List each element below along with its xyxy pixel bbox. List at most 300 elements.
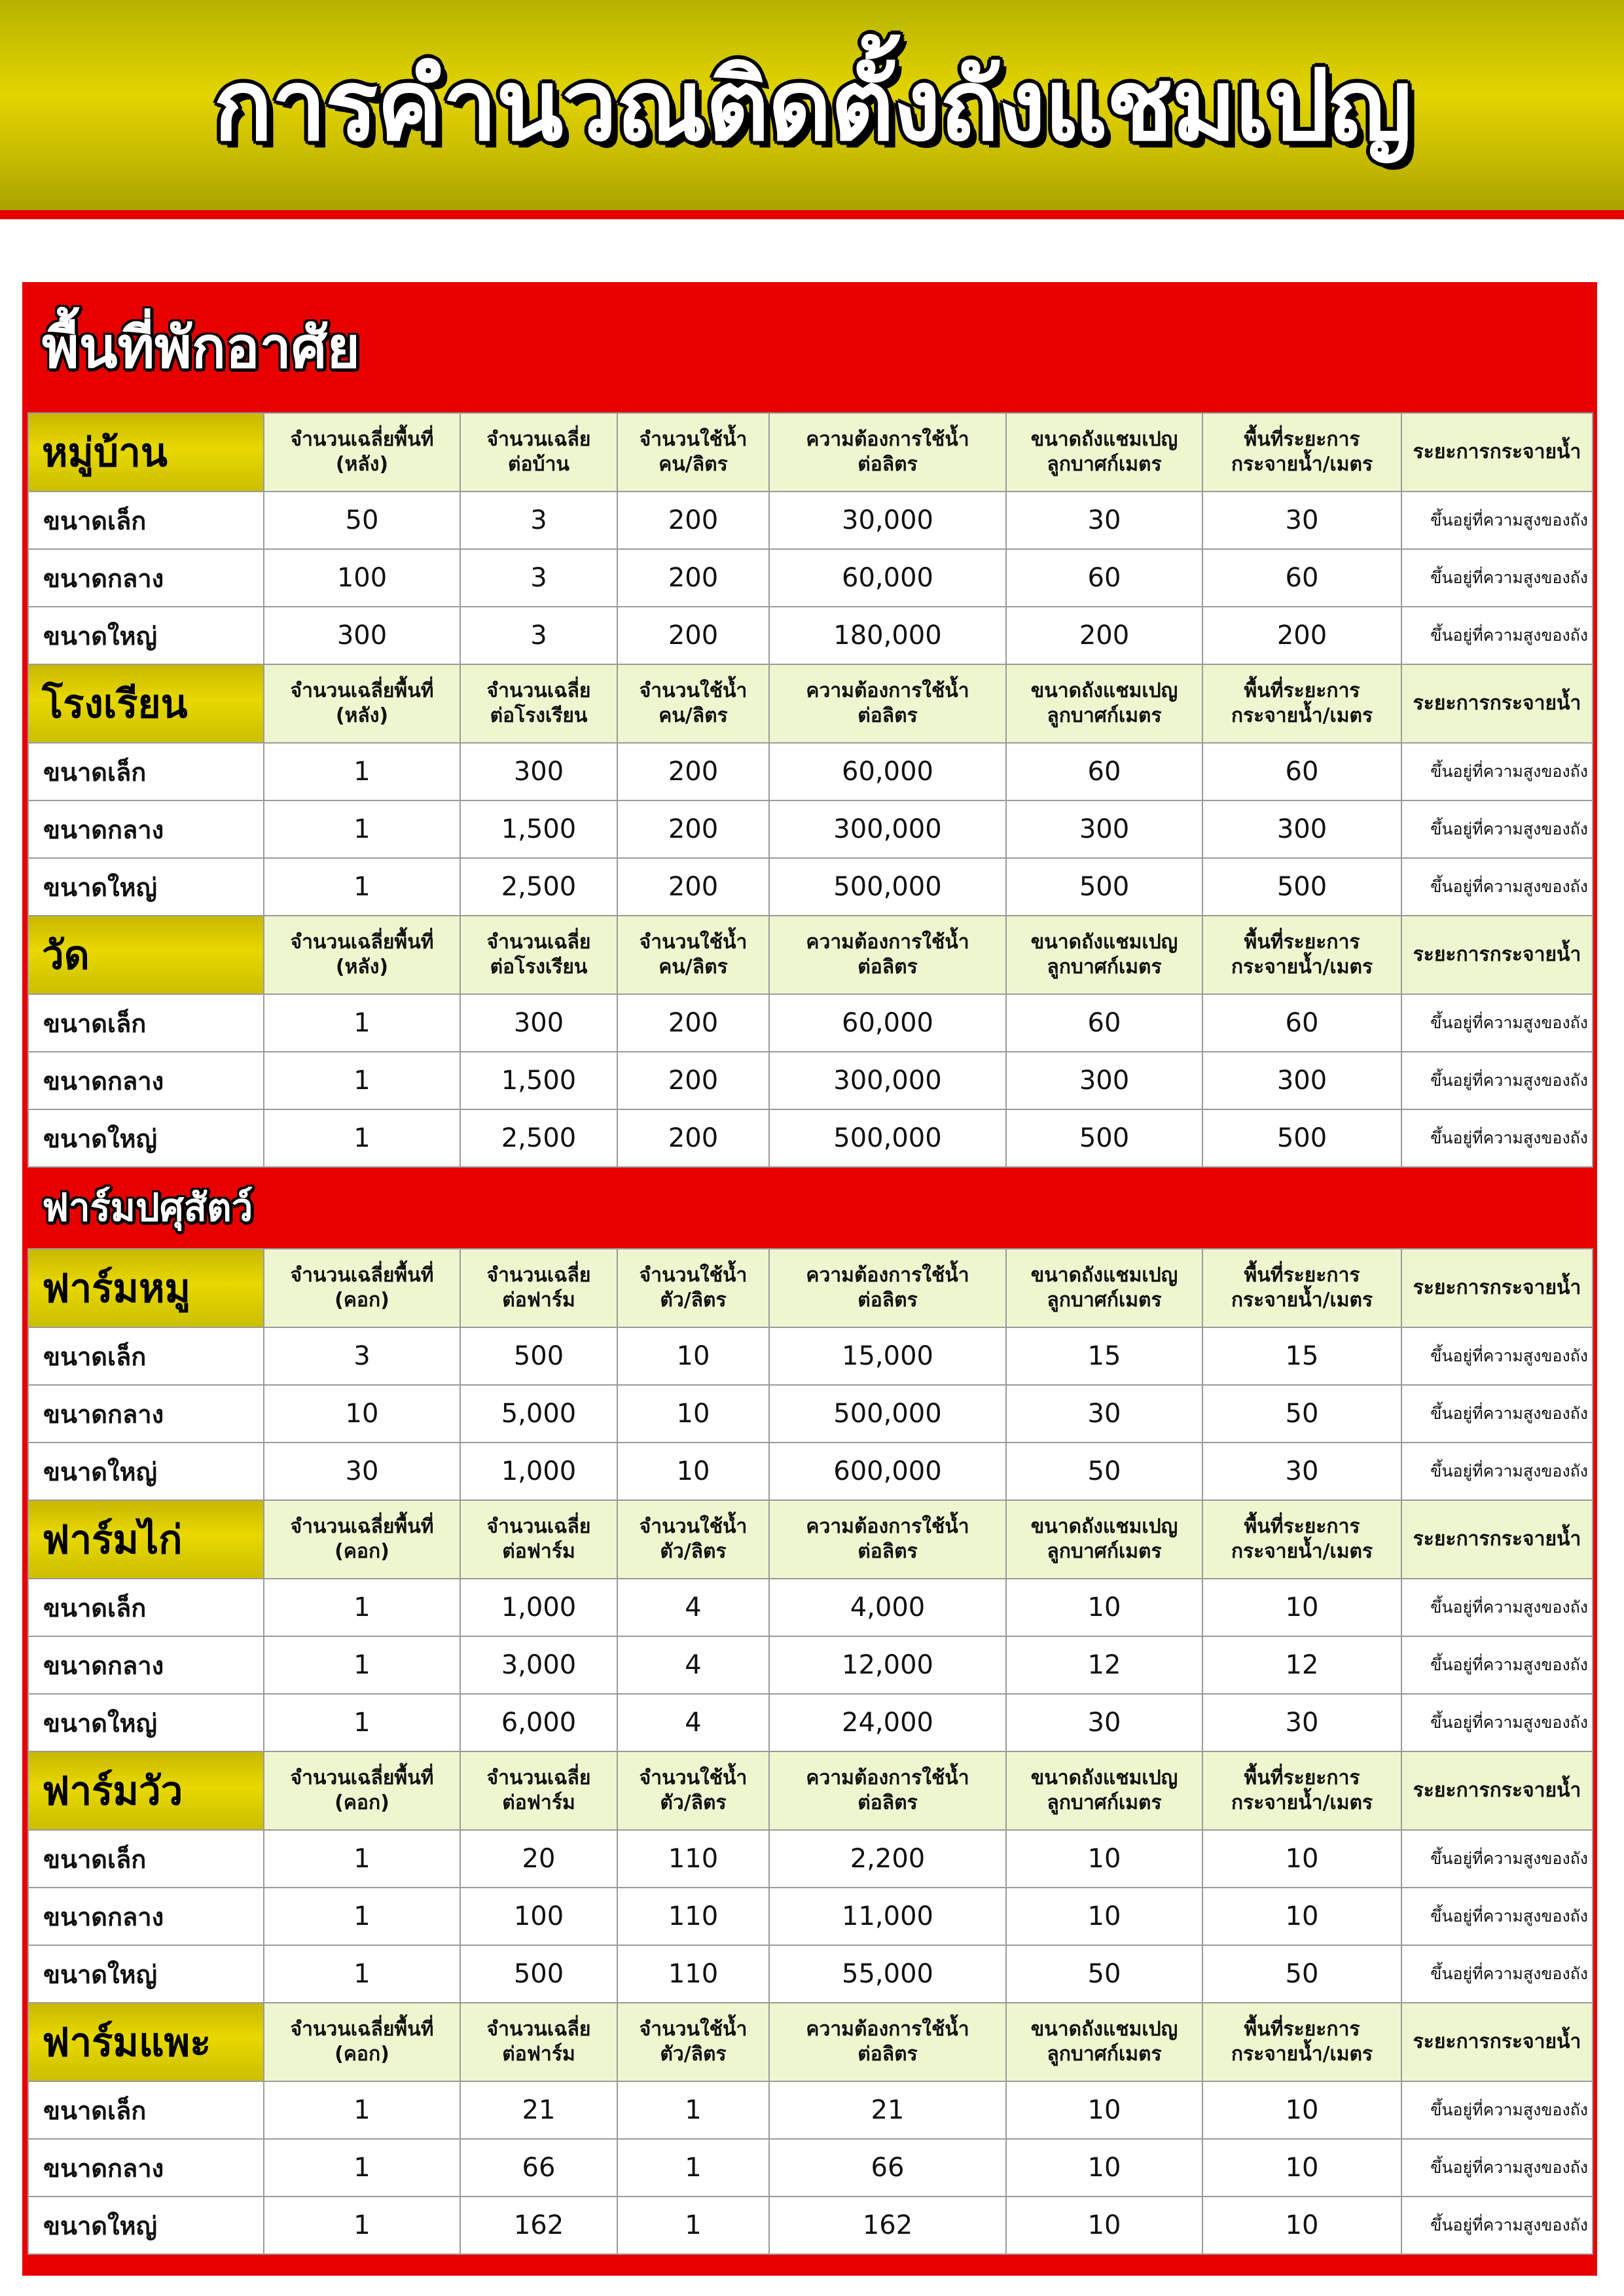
table-cell: 500,000 [769, 1385, 1006, 1443]
column-header-line: พื้นที่ระยะการ [1244, 931, 1360, 954]
column-header [617, 664, 769, 743]
table-cell: 60 [1006, 743, 1202, 800]
column-header-line: ลูกบาศก์เมตร [1047, 956, 1162, 978]
table-cell: 200 [1202, 607, 1401, 664]
table-cell: 12 [1202, 1636, 1401, 1694]
column-header-line: จำนวนเฉลี่ยพื้นที่ [290, 931, 434, 954]
group-name: หมู่บ้าน [28, 413, 264, 492]
table-cell: 11,000 [769, 1888, 1006, 1945]
table-cell: 30 [1202, 1443, 1401, 1500]
table-row [28, 1327, 1593, 1385]
table-cell: 200 [617, 1109, 769, 1167]
table-cell: 55,000 [769, 1945, 1006, 2003]
column-header [769, 1500, 1006, 1579]
distribution-note: ขึ้นอยู่ที่ความสูงของถัง [1401, 1109, 1593, 1167]
distribution-note: ขึ้นอยู่ที่ความสูงของถัง [1401, 1945, 1593, 2003]
table-cell: 10 [1006, 1830, 1202, 1888]
group-header-row [28, 1249, 1593, 1327]
group-name: ฟาร์มไก่ [28, 1500, 264, 1579]
column-header [264, 1249, 460, 1327]
table-cell: 60,000 [769, 994, 1006, 1052]
column-header [1202, 664, 1401, 743]
column-header-line: พื้นที่ระยะการ [1244, 2018, 1360, 2041]
column-header-line: ขนาดถังแชมเปญ [1030, 931, 1178, 954]
table-row [28, 1636, 1593, 1694]
column-header [460, 2003, 617, 2081]
table-cell: 1 [264, 1945, 460, 2003]
column-header-line: จำนวนเฉลี่ยพื้นที่ [290, 428, 434, 451]
distribution-note: ขึ้นอยู่ที่ความสูงของถัง [1401, 2139, 1593, 2197]
column-header-line: ระยะการกระจายน้ำ [1413, 2030, 1581, 2053]
column-header [1006, 1249, 1202, 1327]
column-header-line: กระจายน้ำ/เมตร [1231, 1540, 1373, 1563]
table-cell: 1 [617, 2197, 769, 2254]
column-header [264, 916, 460, 994]
column-header-line: ความต้องการใช้น้ำ [806, 931, 969, 954]
distribution-note: ขึ้นอยู่ที่ความสูงของถัง [1401, 858, 1593, 916]
column-header-line: ต่อลิตร [857, 2043, 918, 2066]
table-cell: 60 [1006, 549, 1202, 607]
table-cell: 10 [1006, 1888, 1202, 1945]
table-cell: 1 [264, 858, 460, 916]
table-cell: 200 [617, 743, 769, 800]
column-header-line: คน/ลิตร [659, 704, 728, 727]
table-row [28, 549, 1593, 607]
table-cell: 24,000 [769, 1694, 1006, 1751]
column-header-line: (คอก) [334, 2043, 389, 2066]
table-cell: 500,000 [769, 1109, 1006, 1167]
table-cell: 1 [264, 800, 460, 858]
column-header-line: ต่อลิตร [857, 1791, 918, 1814]
column-header-line: ลูกบาศก์เมตร [1047, 453, 1162, 476]
distribution-note: ขึ้นอยู่ที่ความสูงของถัง [1401, 1888, 1593, 1945]
column-header-line: ต่อฟาร์ม [502, 1540, 575, 1563]
column-header-line: จำนวนใช้น้ำ [639, 1767, 748, 1789]
table-row [28, 1385, 1593, 1443]
table-cell: 66 [460, 2139, 617, 2197]
table-cell: 2,500 [460, 858, 617, 916]
table-cell: 60 [1202, 743, 1401, 800]
column-header-line: ความต้องการใช้น้ำ [806, 2018, 969, 2041]
table-cell: 162 [769, 2197, 1006, 2254]
group-name: ฟาร์มแพะ [28, 2003, 264, 2081]
table-cell: 5,000 [460, 1385, 617, 1443]
distribution-note: ขึ้นอยู่ที่ความสูงของถัง [1401, 800, 1593, 858]
row-label: ขนาดใหญ่ [28, 1109, 264, 1167]
column-header-line: ต่อฟาร์ม [502, 1791, 575, 1814]
row-label: ขนาดกลาง [28, 2139, 264, 2197]
column-header [1401, 413, 1593, 492]
column-header [1401, 664, 1593, 743]
column-header-line: ตัว/ลิตร [660, 1791, 727, 1814]
table-cell: 30,000 [769, 492, 1006, 549]
column-header-line: ต่อลิตร [857, 956, 918, 978]
table-row [28, 1830, 1593, 1888]
table-cell: 300 [264, 607, 460, 664]
table-cell: 110 [617, 1945, 769, 2003]
table-row [28, 743, 1593, 800]
table-row [28, 800, 1593, 858]
column-header-line: ต่อลิตร [857, 1289, 918, 1312]
distribution-note: ขึ้นอยู่ที่ความสูงของถัง [1401, 2081, 1593, 2139]
column-header [769, 1249, 1006, 1327]
section-title [22, 1166, 1597, 1248]
column-header [460, 1751, 617, 1830]
table-cell: 1 [264, 1636, 460, 1694]
column-header [1202, 1751, 1401, 1830]
table-row [28, 607, 1593, 664]
row-label: ขนาดเล็ก [28, 1327, 264, 1385]
column-header-line: จำนวนใช้น้ำ [639, 1515, 748, 1538]
table-cell: 500 [460, 1945, 617, 2003]
column-header-line: ต่อโรงเรียน [490, 956, 588, 978]
table-cell: 50 [1006, 1945, 1202, 2003]
column-header-line: กระจายน้ำ/เมตร [1231, 956, 1373, 978]
section-title-text: พื้นที่พักอาศัย [42, 315, 360, 381]
column-header-line: (หลัง) [335, 453, 389, 476]
column-header-line: ขนาดถังแชมเปญ [1030, 1264, 1178, 1287]
table-cell: 100 [264, 549, 460, 607]
table-cell: 10 [1006, 2081, 1202, 2139]
distribution-note: ขึ้นอยู่ที่ความสูงของถัง [1401, 1385, 1593, 1443]
column-header [1202, 1500, 1401, 1579]
distribution-note: ขึ้นอยู่ที่ความสูงของถัง [1401, 1052, 1593, 1109]
table-row [28, 1579, 1593, 1636]
column-header-line: ขนาดถังแชมเปญ [1030, 428, 1178, 451]
table-cell: 50 [264, 492, 460, 549]
group-header-row [28, 1751, 1593, 1830]
table-cell: 10 [1202, 1888, 1401, 1945]
column-header-line: กระจายน้ำ/เมตร [1231, 453, 1373, 476]
column-header-line: ตัว/ลิตร [660, 2043, 727, 2066]
table-cell: 300 [1006, 1052, 1202, 1109]
column-header-line: กระจายน้ำ/เมตร [1231, 2043, 1373, 2066]
row-label: ขนาดเล็ก [28, 994, 264, 1052]
column-header-line: พื้นที่ระยะการ [1244, 1515, 1360, 1538]
table-cell: 1 [264, 743, 460, 800]
table-cell: 3 [460, 549, 617, 607]
column-header-line: จำนวนเฉลี่ย [486, 679, 591, 702]
table-cell: 1 [264, 1888, 460, 1945]
column-header-line: กระจายน้ำ/เมตร [1231, 1289, 1373, 1312]
column-header [1202, 916, 1401, 994]
table-cell: 1 [264, 1109, 460, 1167]
table-cell: 2,500 [460, 1109, 617, 1167]
column-header [617, 1249, 769, 1327]
column-header-line: (คอก) [334, 1791, 389, 1814]
column-header-line: ขนาดถังแชมเปญ [1030, 1515, 1178, 1538]
section-title [22, 282, 1597, 412]
table-cell: 10 [1006, 2139, 1202, 2197]
column-header-line: จำนวนเฉลี่ย [486, 931, 591, 954]
column-header [460, 664, 617, 743]
column-header [460, 413, 617, 492]
table-cell: 4 [617, 1579, 769, 1636]
table-cell: 1 [264, 1694, 460, 1751]
table-cell: 200 [1006, 607, 1202, 664]
column-header [617, 1751, 769, 1830]
table-cell: 4 [617, 1636, 769, 1694]
column-header-line: ต่อโรงเรียน [490, 704, 588, 727]
column-header [617, 413, 769, 492]
table-cell: 4 [617, 1694, 769, 1751]
group-name: โรงเรียน [28, 664, 264, 743]
table-cell: 162 [460, 2197, 617, 2254]
column-header [617, 2003, 769, 2081]
distribution-note: ขึ้นอยู่ที่ความสูงของถัง [1401, 743, 1593, 800]
column-header-line: ระยะการกระจายน้ำ [1413, 1779, 1581, 1802]
row-label: ขนาดใหญ่ [28, 1443, 264, 1500]
distribution-note: ขึ้นอยู่ที่ความสูงของถัง [1401, 549, 1593, 607]
table-cell: 10 [1202, 1579, 1401, 1636]
column-header-line: ความต้องการใช้น้ำ [806, 1515, 969, 1538]
table-cell: 66 [769, 2139, 1006, 2197]
table-row [28, 994, 1593, 1052]
table-cell: 200 [617, 858, 769, 916]
table-cell: 30 [1006, 492, 1202, 549]
table-cell: 200 [617, 492, 769, 549]
column-header-line: ลูกบาศก์เมตร [1047, 704, 1162, 727]
table-cell: 3,000 [460, 1636, 617, 1694]
column-header-line: จำนวนเฉลี่ย [486, 1515, 591, 1538]
table-cell: 1,500 [460, 800, 617, 858]
table-cell: 50 [1202, 1385, 1401, 1443]
table-cell: 10 [617, 1327, 769, 1385]
column-header-line: จำนวนเฉลี่ยพื้นที่ [290, 1515, 434, 1538]
column-header-line: พื้นที่ระยะการ [1244, 428, 1360, 451]
column-header-line: ตัว/ลิตร [660, 1289, 727, 1312]
column-header [1202, 2003, 1401, 2081]
column-header-line: ลูกบาศก์เมตร [1047, 1791, 1162, 1814]
distribution-note: ขึ้นอยู่ที่ความสูงของถัง [1401, 1443, 1593, 1500]
column-header-line: ระยะการกระจายน้ำ [1413, 1528, 1581, 1551]
row-label: ขนาดกลาง [28, 800, 264, 858]
table-cell: 200 [617, 549, 769, 607]
column-header [264, 2003, 460, 2081]
column-header-line: คน/ลิตร [659, 453, 728, 476]
column-header [1006, 664, 1202, 743]
table-cell: 500 [1202, 858, 1401, 916]
table-cell: 200 [617, 607, 769, 664]
group-header-row [28, 2003, 1593, 2081]
page-header [0, 0, 1624, 219]
table-cell: 15,000 [769, 1327, 1006, 1385]
column-header [1401, 916, 1593, 994]
table-cell: 1 [617, 2139, 769, 2197]
column-header [1006, 1500, 1202, 1579]
column-header-line: จำนวนเฉลี่ยพื้นที่ [290, 1767, 434, 1789]
column-header-line: ขนาดถังแชมเปญ [1030, 2018, 1178, 2041]
table-row [28, 1443, 1593, 1500]
table-cell: 1 [264, 2197, 460, 2254]
column-header [264, 413, 460, 492]
section-title-text: ฟาร์มปศุสัตว์ [42, 1185, 253, 1230]
column-header-line: จำนวนเฉลี่ย [486, 1264, 591, 1287]
table-cell: 500 [1202, 1109, 1401, 1167]
column-header [769, 1751, 1006, 1830]
table-cell: 10 [617, 1385, 769, 1443]
column-header [617, 916, 769, 994]
column-header [769, 664, 1006, 743]
column-header-line: จำนวนเฉลี่ย [486, 2018, 591, 2041]
column-header-line: ลูกบาศก์เมตร [1047, 1289, 1162, 1312]
row-label: ขนาดกลาง [28, 549, 264, 607]
table-cell: 60,000 [769, 743, 1006, 800]
table-cell: 300,000 [769, 1052, 1006, 1109]
column-header-line: ต่อฟาร์ม [502, 2043, 575, 2066]
table-cell: 12 [1006, 1636, 1202, 1694]
column-header-line: จำนวนเฉลี่ยพื้นที่ [290, 1264, 434, 1287]
table-row [28, 1888, 1593, 1945]
column-header-line: ระยะการกระจายน้ำ [1413, 943, 1581, 966]
table-cell: 1,000 [460, 1579, 617, 1636]
table-cell: 110 [617, 1830, 769, 1888]
column-header [460, 1249, 617, 1327]
table-cell: 500 [460, 1327, 617, 1385]
column-header-line: ต่อฟาร์ม [502, 1289, 575, 1312]
column-header-line: (หลัง) [335, 704, 389, 727]
table-cell: 1,500 [460, 1052, 617, 1109]
table-cell: 3 [264, 1327, 460, 1385]
table-cell: 30 [1006, 1385, 1202, 1443]
row-label: ขนาดใหญ่ [28, 2197, 264, 2254]
table-cell: 4,000 [769, 1579, 1006, 1636]
column-header [1401, 1249, 1593, 1327]
column-header-line: จำนวนใช้น้ำ [639, 1264, 748, 1287]
table-row [28, 492, 1593, 549]
group-name: ฟาร์มหมู [28, 1249, 264, 1327]
table-cell: 10 [617, 1443, 769, 1500]
page-title: การคำนวณติดตั้งถังแชมเปญ [213, 48, 1411, 163]
group-header-row [28, 1500, 1593, 1579]
column-header-line: ความต้องการใช้น้ำ [806, 1767, 969, 1789]
table-row [28, 1694, 1593, 1751]
column-header-line: กระจายน้ำ/เมตร [1231, 1791, 1373, 1814]
column-header [1401, 1500, 1593, 1579]
group-header-row [28, 916, 1593, 994]
row-label: ขนาดเล็ก [28, 2081, 264, 2139]
group-header-row [28, 413, 1593, 492]
distribution-note: ขึ้นอยู่ที่ความสูงของถัง [1401, 1694, 1593, 1751]
table-cell: 20 [460, 1830, 617, 1888]
column-header-line: ระยะการกระจายน้ำ [1413, 440, 1581, 463]
table-cell: 1 [264, 2081, 460, 2139]
column-header [264, 664, 460, 743]
column-header-line: จำนวนใช้น้ำ [639, 2018, 748, 2041]
column-header-line: จำนวนเฉลี่ยพื้นที่ [290, 679, 434, 702]
table-cell: 30 [1202, 492, 1401, 549]
row-label: ขนาดใหญ่ [28, 1945, 264, 2003]
column-header-line: ขนาดถังแชมเปญ [1030, 679, 1178, 702]
table-cell: 50 [1202, 1945, 1401, 2003]
row-label: ขนาดกลาง [28, 1888, 264, 1945]
table-cell: 10 [1202, 1830, 1401, 1888]
table-cell: 10 [1202, 2139, 1401, 2197]
column-header-line: พื้นที่ระยะการ [1244, 1264, 1360, 1287]
column-header-line: ลูกบาศก์เมตร [1047, 1540, 1162, 1563]
row-label: ขนาดใหญ่ [28, 858, 264, 916]
column-header-line: (หลัง) [335, 956, 389, 978]
table-cell: 10 [1202, 2197, 1401, 2254]
table-cell: 110 [617, 1888, 769, 1945]
column-header [1006, 2003, 1202, 2081]
table-cell: 60 [1202, 549, 1401, 607]
distribution-note: ขึ้นอยู่ที่ความสูงของถัง [1401, 607, 1593, 664]
table-cell: 1 [264, 2139, 460, 2197]
column-header [769, 2003, 1006, 2081]
table-cell: 60,000 [769, 549, 1006, 607]
column-header [1006, 413, 1202, 492]
column-header-line: ลูกบาศก์เมตร [1047, 2043, 1162, 2066]
column-header-line: ต่อลิตร [857, 453, 918, 476]
table-cell: 200 [617, 994, 769, 1052]
row-label: ขนาดเล็ก [28, 743, 264, 800]
table-cell: 600,000 [769, 1443, 1006, 1500]
column-header [1202, 413, 1401, 492]
table-row [28, 1109, 1593, 1167]
column-header-line: พื้นที่ระยะการ [1244, 679, 1360, 702]
table-cell: 300,000 [769, 800, 1006, 858]
column-header-line: จำนวนเฉลี่ย [486, 1767, 591, 1789]
row-label: ขนาดเล็ก [28, 1579, 264, 1636]
tables-frame [22, 282, 1597, 2276]
table-cell: 60 [1006, 994, 1202, 1052]
table-cell: 180,000 [769, 607, 1006, 664]
table-cell: 1 [617, 2081, 769, 2139]
table-cell: 6,000 [460, 1694, 617, 1751]
column-header-line: พื้นที่ระยะการ [1244, 1767, 1360, 1789]
table-cell: 500 [1006, 1109, 1202, 1167]
table-cell: 1 [264, 1579, 460, 1636]
column-header [264, 1751, 460, 1830]
column-header [1202, 1249, 1401, 1327]
distribution-note: ขึ้นอยู่ที่ความสูงของถัง [1401, 1830, 1593, 1888]
table-row [28, 1052, 1593, 1109]
column-header [1006, 1751, 1202, 1830]
column-header-line: ความต้องการใช้น้ำ [806, 679, 969, 702]
table-row [28, 2139, 1593, 2197]
table-cell: 12,000 [769, 1636, 1006, 1694]
table-cell: 1 [264, 1052, 460, 1109]
column-header [460, 916, 617, 994]
column-header-line: ต่อลิตร [857, 1540, 918, 1563]
distribution-note: ขึ้นอยู่ที่ความสูงของถัง [1401, 2197, 1593, 2254]
column-header-line: ความต้องการใช้น้ำ [806, 428, 969, 451]
column-header-line: คน/ลิตร [659, 956, 728, 978]
column-header-line: ต่อลิตร [857, 704, 918, 727]
column-header [617, 1500, 769, 1579]
table-cell: 2,200 [769, 1830, 1006, 1888]
table-cell: 21 [460, 2081, 617, 2139]
table-cell: 500 [1006, 858, 1202, 916]
column-header-line: ระยะการกระจายน้ำ [1413, 1276, 1581, 1299]
table-row [28, 1945, 1593, 2003]
column-header [460, 1500, 617, 1579]
table-cell: 200 [617, 800, 769, 858]
table-cell: 10 [1006, 2197, 1202, 2254]
table-cell: 1 [264, 994, 460, 1052]
column-header [769, 916, 1006, 994]
table-cell: 100 [460, 1888, 617, 1945]
table-cell: 500,000 [769, 858, 1006, 916]
table-cell: 50 [1006, 1443, 1202, 1500]
column-header [264, 1500, 460, 1579]
section-table [27, 1248, 1593, 2255]
distribution-note: ขึ้นอยู่ที่ความสูงของถัง [1401, 1327, 1593, 1385]
table-cell: 15 [1006, 1327, 1202, 1385]
column-header [1401, 2003, 1593, 2081]
row-label: ขนาดใหญ่ [28, 607, 264, 664]
